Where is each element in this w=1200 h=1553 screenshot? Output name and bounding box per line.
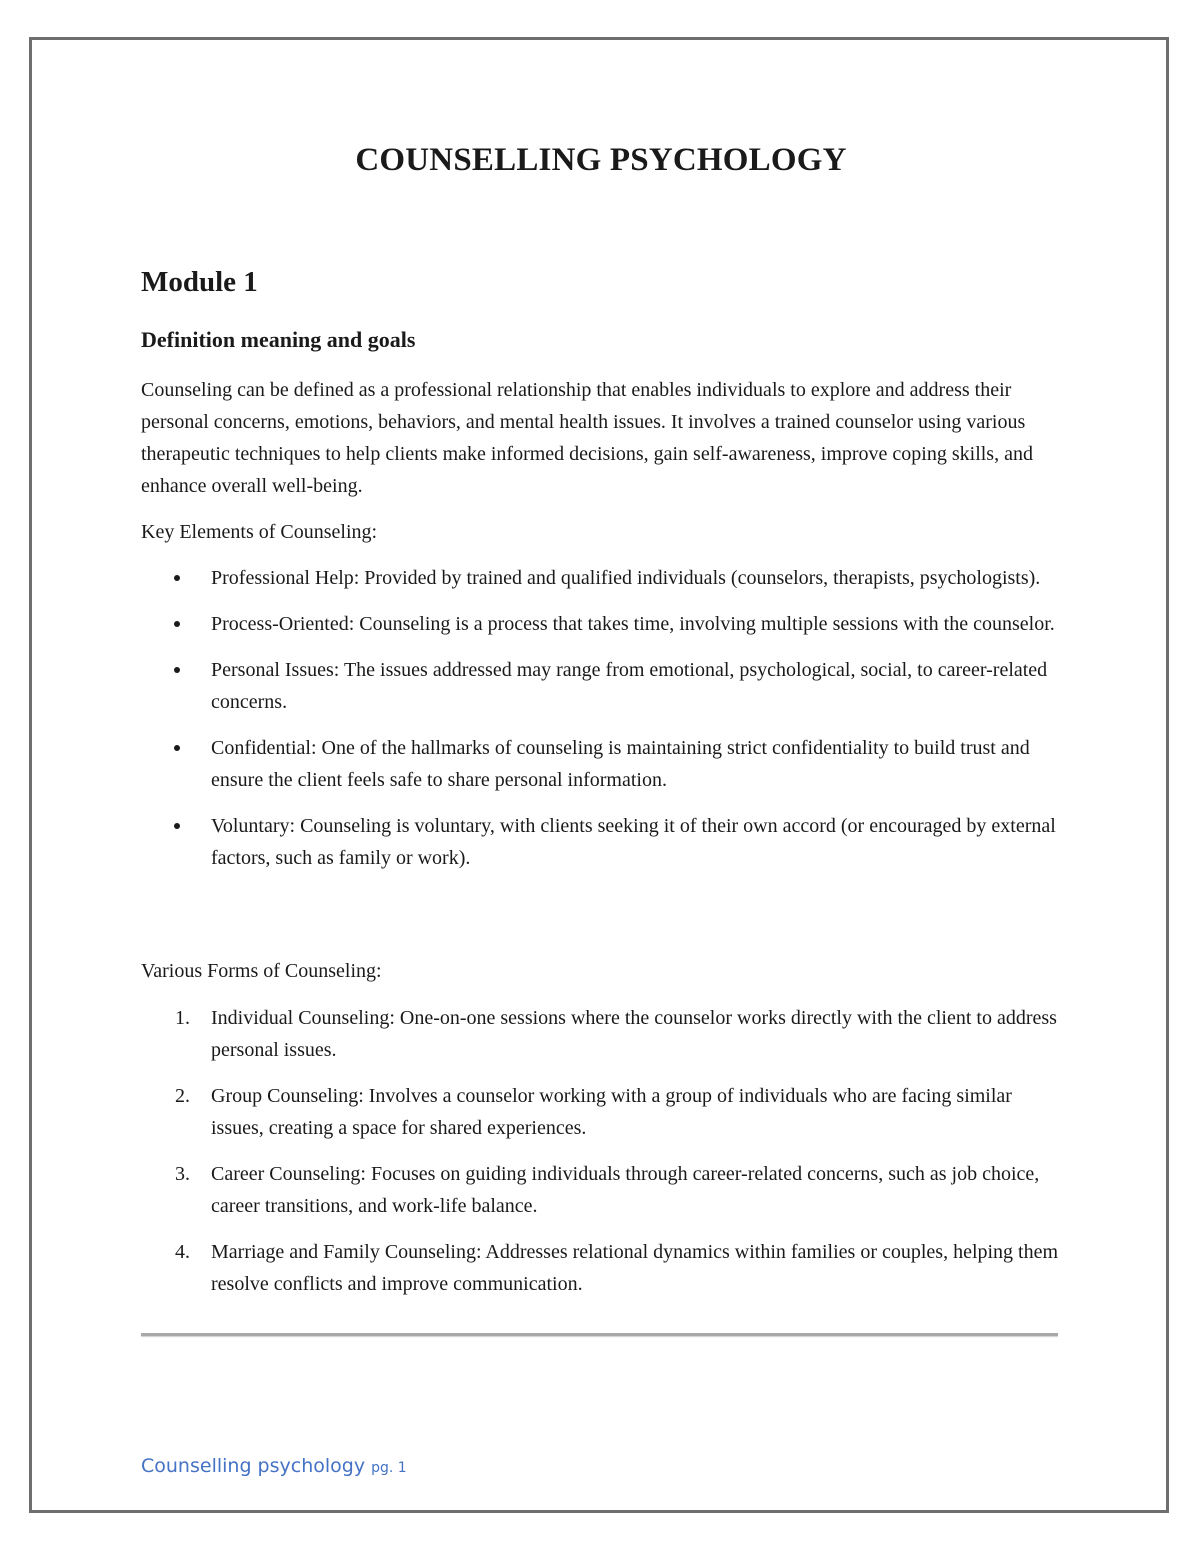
list-item-text: Personal Issues: The issues addressed may range from emotional, psychological, social, to career-related concerns. xyxy=(211,659,1048,713)
list-item xyxy=(141,1236,1061,1300)
footer-divider xyxy=(141,1333,1058,1336)
page-footer xyxy=(141,1455,407,1477)
list-number: 2. xyxy=(175,1085,190,1107)
list-item xyxy=(141,1002,1061,1066)
bullet-icon xyxy=(174,575,180,581)
bullet-icon xyxy=(174,823,180,829)
page-number: pg. 1 xyxy=(371,1460,407,1476)
module-heading: Module 1 xyxy=(141,266,258,298)
footer-title: Counselling psychology xyxy=(141,1455,366,1477)
list-item xyxy=(141,732,1061,796)
list-number: 3. xyxy=(175,1163,190,1185)
list-item-text: Process-Oriented: Counseling is a process that takes time, involving multiple sessions with the counselor. xyxy=(211,613,1055,635)
list-item xyxy=(141,810,1061,874)
key-elements-list xyxy=(141,562,1061,888)
intro-paragraph: Counseling can be defined as a professional relationship that enables individuals to explore and address their personal concerns, emotions, behaviors, and mental health issues. It involves a trained counselor using various therapeutic techniques to help clients make informed decisions, gain self-awareness, improve coping skills, and enhance overall well-being. xyxy=(141,379,1033,497)
list-item-text: Marriage and Family Counseling: Addresses relational dynamics within families or couples, helping them resolve conflicts and improve communication. xyxy=(211,1241,1059,1295)
list-item-text: Voluntary: Counseling is voluntary, with clients seeking it of their own accord (or encouraged by external factors, such as family or work). xyxy=(211,815,1056,869)
bullet-icon xyxy=(174,745,180,751)
list-item-text: Group Counseling: Involves a counselor working with a group of individuals who are facing similar issues, creating a space for shared experiences. xyxy=(211,1085,1012,1139)
list-item xyxy=(141,654,1061,718)
list-item-text: Professional Help: Provided by trained and qualified individuals (counselors, therapists, psychologists). xyxy=(211,567,1041,589)
list-number: 1. xyxy=(175,1007,190,1029)
bullet-icon xyxy=(174,667,180,673)
list-item xyxy=(141,1080,1061,1144)
list-item-text: Confidential: One of the hallmarks of counseling is maintaining strict confidentiality to build trust and ensure the client feels safe to share personal information. xyxy=(211,737,1030,791)
forms-list xyxy=(141,1002,1061,1314)
document-title: COUNSELLING PSYCHOLOGY xyxy=(355,142,847,178)
bullet-icon xyxy=(174,621,180,627)
section-heading: Definition meaning and goals xyxy=(141,327,416,352)
list-item-text: Individual Counseling: One-on-one sessions where the counselor works directly with the client to address personal issues. xyxy=(211,1007,1057,1061)
list-item xyxy=(141,562,1061,594)
list-number: 4. xyxy=(175,1241,190,1263)
list-item-text: Career Counseling: Focuses on guiding individuals through career-related concerns, such as job choice, career transitions, and work-life balance. xyxy=(211,1163,1040,1217)
list-item xyxy=(141,608,1061,640)
list-item xyxy=(141,1158,1061,1222)
key-elements-label: Key Elements of Counseling: xyxy=(141,521,378,543)
forms-label: Various Forms of Counseling: xyxy=(141,960,382,982)
